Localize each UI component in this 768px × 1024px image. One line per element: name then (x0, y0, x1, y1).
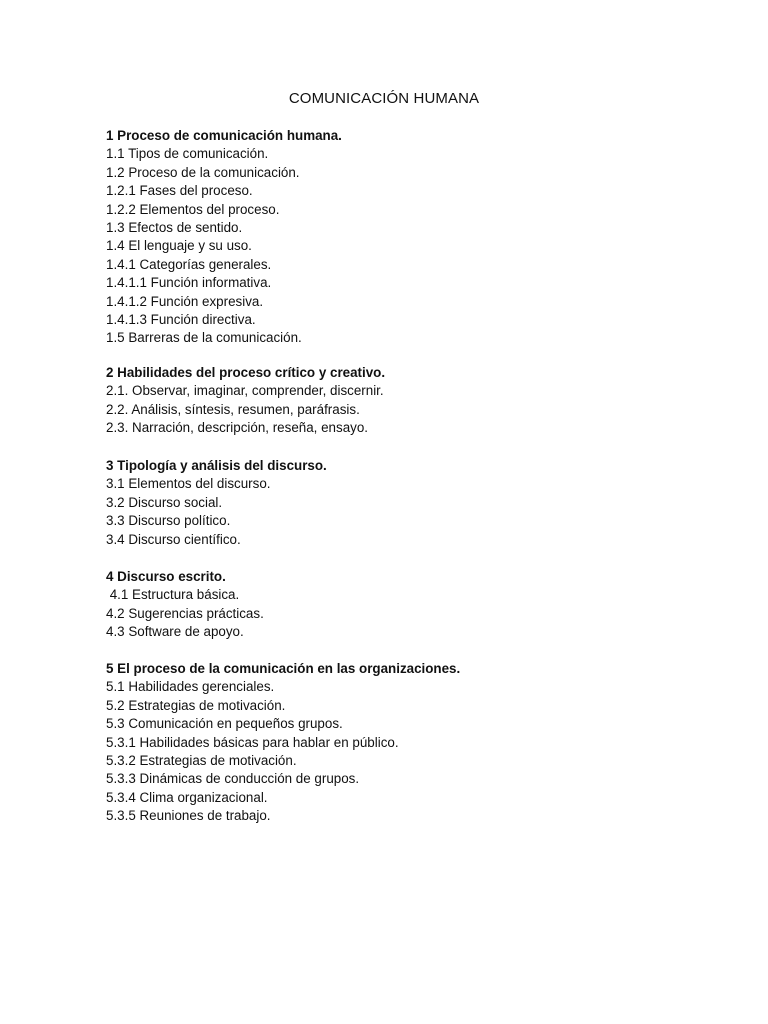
outline-item: 5.1 Habilidades gerenciales. (106, 679, 275, 695)
section-1 (106, 127, 706, 348)
outline-item: 4.2 Sugerencias prácticas. (106, 605, 264, 621)
outline-item: 4.1 Estructura básica. (106, 587, 240, 603)
outline-item: 3.1 Elementos del discurso. (106, 476, 271, 492)
outline-item: 5.3 Comunicación en pequeños grupos. (106, 716, 343, 732)
outline-item: 5.3.3 Dinámicas de conducción de grupos. (106, 771, 360, 787)
section-5 (106, 660, 706, 826)
outline-item: 1.1 Tipos de comunicación. (106, 146, 269, 162)
outline-item: 5.3.1 Habilidades básicas para hablar en público. (106, 734, 399, 750)
outline-item: 5.3.4 Clima organizacional. (106, 789, 268, 805)
outline-item: 1.4.1.2 Función expresiva. (106, 293, 264, 309)
outline-item: 2.2. Análisis, síntesis, resumen, paráfrasis. (106, 401, 360, 417)
outline-item: 5.3.5 Reuniones de trabajo. (106, 808, 271, 824)
outline-item: 2.3. Narración, descripción, reseña, ensayo. (106, 420, 369, 436)
outline-item: 1.2 Proceso de la comunicación. (106, 164, 300, 180)
section-heading: 5 El proceso de la comunicación en las organizaciones. (106, 661, 461, 676)
section-heading: 2 Habilidades del proceso crítico y creativo. (106, 365, 386, 380)
outline-item: 1.4.1.3 Función directiva. (106, 311, 256, 327)
outline-item: 1.4.1.1 Función informativa. (106, 275, 272, 291)
outline-item: 2.1. Observar, imaginar, comprender, discernir. (106, 383, 384, 399)
outline-item: 5.2 Estrategias de motivación. (106, 697, 286, 713)
outline-item: 1.2.2 Elementos del proceso. (106, 201, 280, 217)
document-title: COMUNICACIÓN HUMANA (288, 90, 480, 107)
section-3 (106, 457, 706, 549)
outline-item: 5.3.2 Estrategias de motivación. (106, 752, 297, 768)
outline-item: 1.4 El lenguaje y su uso. (106, 238, 252, 254)
outline-item: 1.5 Barreras de la comunicación. (106, 330, 302, 346)
section-4 (106, 568, 706, 642)
outline-item: 1.2.1 Fases del proceso. (106, 183, 253, 199)
outline-item: 3.2 Discurso social. (106, 494, 223, 510)
outline-item: 1.4.1 Categorías generales. (106, 256, 272, 272)
outline-item: 1.3 Efectos de sentido. (106, 219, 243, 235)
section-heading: 3 Tipología y análisis del discurso. (106, 458, 327, 473)
outline-item: 3.4 Discurso científico. (106, 531, 241, 547)
section-2 (106, 364, 706, 438)
section-heading: 4 Discurso escrito. (106, 569, 226, 584)
section-heading: 1 Proceso de comunicación humana. (106, 128, 342, 143)
outline-item: 3.3 Discurso político. (106, 513, 231, 529)
outline-item: 4.3 Software de apoyo. (106, 624, 244, 640)
